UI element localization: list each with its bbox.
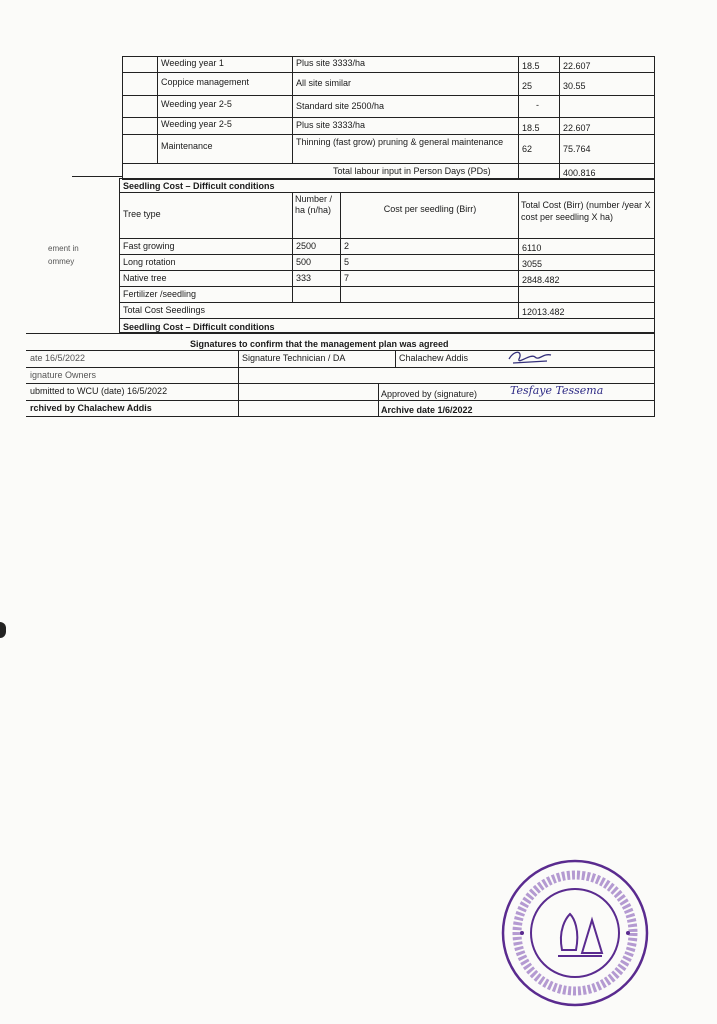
labour-row-days: 22.607	[563, 61, 591, 71]
signature-archive-date: Archive date 1/6/2022	[381, 405, 473, 415]
labour-row-rate: 18.5	[522, 123, 540, 133]
seedling-row-total: 2848.482	[522, 275, 560, 285]
seedling-total-label: Total Cost Seedlings	[123, 305, 206, 315]
labour-row-site: Standard site 2500/ha	[296, 101, 385, 111]
seedling-row-cost: 7	[344, 273, 350, 283]
labour-row-activity: Weeding year 2-5	[161, 119, 232, 129]
labour-row-activity: Weeding year 1	[161, 58, 224, 68]
labour-total-value: 400.816	[563, 168, 596, 178]
signature-technician-name: Chalachew Addis	[399, 353, 469, 363]
labour-row-site: All site similar	[296, 78, 352, 88]
seedling-total-value: 12013.482	[522, 307, 565, 317]
labour-row-rate: 18.5	[522, 61, 540, 71]
labour-row-activity: Coppice management	[161, 77, 250, 87]
labour-row-site: Thinning (fast grow) pruning & general maintenance	[296, 137, 504, 147]
labour-row-days: 30.55	[563, 81, 586, 91]
header-tree-type: Tree type	[123, 209, 161, 219]
seedling-row-cost: 2	[344, 241, 350, 251]
seedling-row-total: 6110	[522, 243, 542, 253]
seedling-row-type: Fast growing	[123, 241, 175, 251]
labour-row-rate: -	[536, 100, 539, 110]
signature-approved-label: Approved by (signature)	[381, 389, 478, 399]
labour-row-days: 22.607	[563, 123, 591, 133]
seedling-row-type: Native tree	[123, 273, 167, 283]
seedling-row-type: Long rotation	[123, 257, 176, 267]
header-cost-per-seedling: Cost per seedling (Birr)	[383, 204, 477, 214]
labour-row-activity: Weeding year 2-5	[161, 99, 232, 109]
labour-row-rate: 25	[522, 81, 533, 91]
seedling-row-number: 500	[296, 257, 312, 267]
seedling-row-number: 333	[296, 273, 312, 283]
technician-signature-scribble	[505, 347, 555, 369]
seedling-row-cost: 5	[344, 257, 350, 267]
signature-date: ate 16/5/2022	[30, 353, 86, 363]
signatures-title: Signatures to confirm that the management plan was agreed	[190, 339, 449, 349]
header-number: Number / ha (n/ha)	[295, 194, 333, 215]
seedling-title: Seedling Cost – Difficult conditions	[123, 181, 275, 191]
signature-submitted: ubmitted to WCU (date) 16/5/2022	[30, 386, 168, 396]
seedling-footer-title: Seedling Cost – Difficult conditions	[123, 322, 275, 332]
signature-owners: ignature Owners	[30, 370, 97, 380]
labour-row-site: Plus site 3333/ha	[296, 120, 366, 130]
side-line	[72, 176, 122, 177]
labour-row-activity: Maintenance	[161, 141, 213, 151]
labour-total-label: Total labour input in Person Days (PDs)	[333, 166, 491, 176]
signature-archived-by: rchived by Chalachew Addis	[30, 403, 152, 413]
labour-row-days: 75.764	[563, 144, 591, 154]
official-stamp	[500, 858, 650, 1008]
seedling-row-type: Fertilizer /seedling	[123, 289, 197, 299]
header-total-cost: Total Cost (Birr) (number /year X cost per seedling X ha)	[521, 200, 651, 222]
side-margin-text: ommey	[48, 257, 75, 266]
signature-technician-label: Signature Technician / DA	[242, 353, 346, 363]
side-margin-text: ement in	[48, 244, 79, 253]
seedling-row-total: 3055	[522, 259, 543, 269]
punch-mark	[0, 622, 6, 638]
seedling-row-number: 2500	[296, 241, 317, 251]
labour-row-site: Plus site 3333/ha	[296, 58, 366, 68]
labour-row-rate: 62	[522, 144, 533, 154]
labour-table	[122, 56, 655, 180]
approved-handwritten-signature: Tesfaye Tessema	[510, 384, 604, 397]
